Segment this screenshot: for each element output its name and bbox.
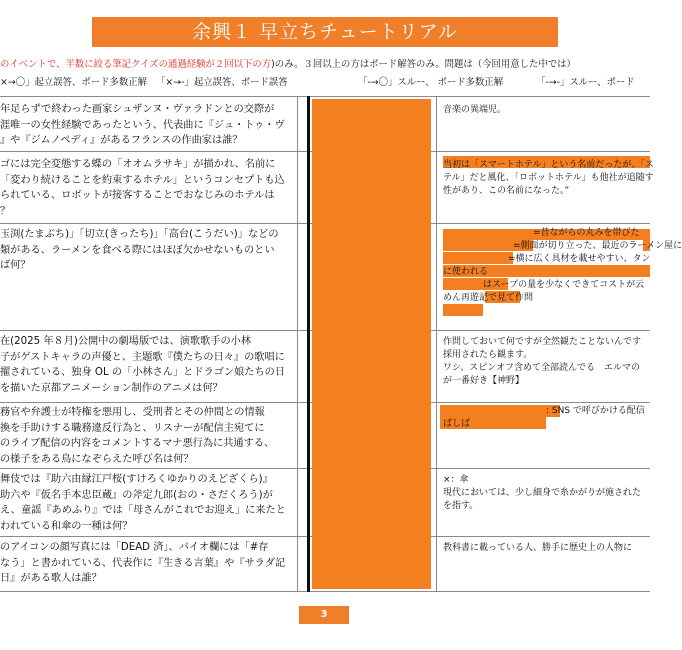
intro-red-text: のイベントで、半数に絞る筆記クイズの通過経験が２回以下の方 [0, 59, 272, 70]
comment-text: 当初は「スマートホテル」という名前だったが、「ス テル」だと風化、「ロボットホテル」も他社が追随す 性があり、この名前になった。” [443, 160, 654, 196]
intro-rest-text: )のみ。３回以上の方はボード解答のみ。問題は（今回用意した中では） [271, 59, 576, 70]
page-title: 余興１ 早立ちチュートリアル [92, 17, 558, 47]
comment-text: 作問しておいて何ですが全然観たことないんです 採用されたら観ます。 ワシ、スピンオフ含めて全部読んでる エルマの が一番好き【神野】 [443, 337, 642, 386]
legend-item: 「×→-」起立誤答、ボード誤答 [156, 77, 288, 88]
comment-text: 音楽の異端児。 [443, 105, 507, 115]
comment-text: =昔ながらの丸みを帯びた =側面が切り立った、最近のラーメン屋に =横に広く具材を載せやすい、タン に使われる はスープの量を少なくできてコストが云 めん再遊記で見て作問 [443, 228, 682, 303]
question-text: 務官や弁護士が特権を悪用し、受刑者とその仲間との情報 換を手助けする職務違反行為と、リスナーが配信主宛てに のライブ配信の内容をコメントするマナ悪行為に共通する、 の様子をある鳥になぞらえた呼び名は何？ [0, 407, 275, 465]
intro-text [0, 58, 650, 72]
legend-item: 「-→-」スルー、ボード [536, 77, 635, 88]
page-number: 3 [299, 606, 349, 624]
redaction-block [443, 304, 483, 316]
redacted-answer-column [312, 99, 431, 589]
legend [0, 74, 650, 88]
question-text: 在(2025 年８月)公開中の劇場版では、演歌歌手の小林 子がゲストキャラの声優と、主題歌『僕たちの日々』の歌唱に 擢されている、独身 OL の「小林さん」とドラゴン娘たちの日 を描いた京都アニメーション制作のアニメは何？ [0, 336, 286, 394]
question-text: 玉渕(たまぶち)」「切立(きったち)」「高台(こうだい)」などの 類がある、ラーメンを食べる際にはほぼ欠かせないものとい ば何？ [0, 229, 279, 272]
legend-item: ×→〇」起立誤答、ボード多数正解 [0, 77, 147, 88]
question-text: ゴには完全変態する蝶の「オオムラサキ」が描かれ、名前に 「変わり続けることを約束するホテル」というコンセプトも込 られている、ロボットが接客することでおなじみのホテルは ？ [0, 159, 285, 217]
legend-item: 「-→〇」スルー、 ボード多数正解 [358, 77, 504, 88]
comment-text: ×：傘 現代においては、少し細身で糸かがりが施された を指す。 [443, 475, 642, 511]
question-text: 年足らずで終わった画家シュザンヌ・ヴァラドンとの交際が 涯唯一の女性経験であったという、代表曲に『ジュ・トゥ・ヴ 』や『ジムノペディ』があるフランスの作曲家は誰？ [0, 104, 285, 147]
question-text: 舞伎では『助六由縁江戸桜(すけろくゆかりのえどざくら)』 助六や『仮名手本忠臣蔵』の斧定九郎(おの・さだくろう)が え、童謡『あめふり』では「母さんがこれでお迎え」に来たと われている和傘の一種は何？ [0, 474, 286, 532]
quiz-table [0, 96, 682, 592]
comment-text: 教科書に載っている人、勝手に歴史上の人物に [443, 543, 633, 553]
comment-text: : SNS で呼びかける配信 ばしば [443, 406, 645, 429]
question-text: のアイコンの顔写真には「DEAD 済」、バイオ欄には「#存 なう」と書かれている、代表作に『生きる言葉』や『サラダ記 日』がある歌人は誰？ [0, 542, 286, 585]
